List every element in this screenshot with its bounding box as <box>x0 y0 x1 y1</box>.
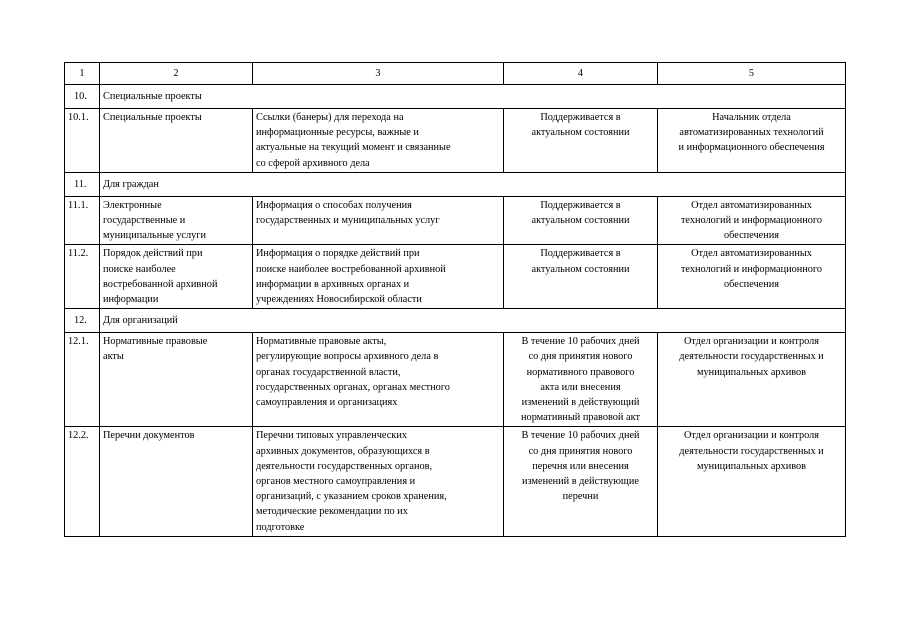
row-period: Поддерживается в актуальном состоянии <box>504 109 658 173</box>
row-name: Электронные государственные и муниципальные услуги <box>100 196 253 245</box>
row-number: 12.2. <box>65 427 100 536</box>
section-number: 11. <box>65 172 100 196</box>
row-number: 11.2. <box>65 245 100 309</box>
row-period: Поддерживается в актуальном состоянии <box>504 196 658 245</box>
column-number: 2 <box>100 63 253 85</box>
row-responsible: Отдел автоматизированных технологий и информационного обеспечения <box>658 196 846 245</box>
row-name: Специальные проекты <box>100 109 253 173</box>
row-content: Информация о порядке действий при поиске наиболее востребованной архивной информации в архивных органах и учреждениях Новосибирской области <box>253 245 504 309</box>
row-name: Порядок действий при поиске наиболее востребованной архивной информации <box>100 245 253 309</box>
table-row <box>65 109 846 173</box>
column-number-row <box>65 63 846 85</box>
table-row <box>65 196 846 245</box>
info-table <box>64 62 846 537</box>
table-row <box>65 245 846 309</box>
row-content: Ссылки (банеры) для перехода на информационные ресурсы, важные и актуальные на текущий момент и связанные со сферой архивного дела <box>253 109 504 173</box>
section-number: 12. <box>65 309 100 333</box>
column-number: 5 <box>658 63 846 85</box>
column-number: 4 <box>504 63 658 85</box>
row-number: 10.1. <box>65 109 100 173</box>
section-row <box>65 172 846 196</box>
section-title: Для граждан <box>100 172 846 196</box>
row-content: Перечни типовых управленческих архивных документов, образующихся в деятельности государственных органов, органов местного самоуправления и организаций, с указанием сроков хранения, методические рекомендации по их подготовке <box>253 427 504 536</box>
row-responsible: Отдел организации и контроля деятельности государственных и муниципальных архивов <box>658 427 846 536</box>
column-number: 1 <box>65 63 100 85</box>
row-content: Нормативные правовые акты, регулирующие вопросы архивного дела в органах государственной власти, государственных органах, органах местного самоуправления и организациях <box>253 333 504 427</box>
row-responsible: Отдел автоматизированных технологий и информационного обеспечения <box>658 245 846 309</box>
row-responsible: Начальник отдела автоматизированных технологий и информационного обеспечения <box>658 109 846 173</box>
table-row <box>65 333 846 427</box>
row-period: Поддерживается в актуальном состоянии <box>504 245 658 309</box>
document-page <box>64 62 846 537</box>
row-number: 12.1. <box>65 333 100 427</box>
row-number: 11.1. <box>65 196 100 245</box>
section-row <box>65 309 846 333</box>
row-content: Информация о способах получения государственных и муниципальных услуг <box>253 196 504 245</box>
column-number: 3 <box>253 63 504 85</box>
table-row <box>65 427 846 536</box>
row-name: Перечни документов <box>100 427 253 536</box>
section-title: Для организаций <box>100 309 846 333</box>
row-responsible: Отдел организации и контроля деятельности государственных и муниципальных архивов <box>658 333 846 427</box>
row-period: В течение 10 рабочих дней со дня принятия нового нормативного правового акта или внесения изменений в действующий нормативный правовой акт <box>504 333 658 427</box>
section-row <box>65 85 846 109</box>
row-period: В течение 10 рабочих дней со дня принятия нового перечня или внесения изменений в действующие перечни <box>504 427 658 536</box>
row-name: Нормативные правовые акты <box>100 333 253 427</box>
section-title: Специальные проекты <box>100 85 846 109</box>
section-number: 10. <box>65 85 100 109</box>
